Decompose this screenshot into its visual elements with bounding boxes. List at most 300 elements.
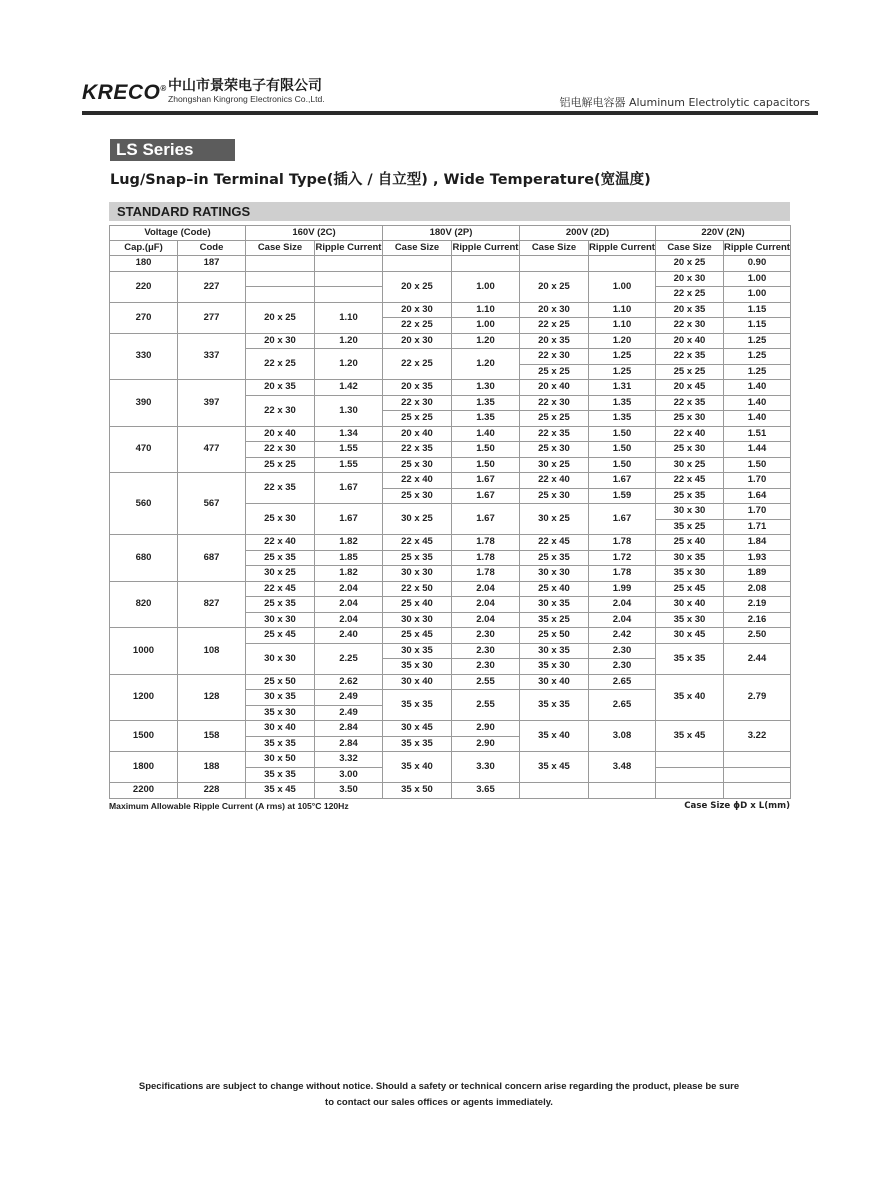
case-size-cell: 22 x 35 (656, 395, 724, 411)
cap-cell: 1800 (110, 752, 178, 783)
case-size-cell (656, 783, 724, 799)
case-size-cell: 30 x 25 (246, 566, 315, 582)
ripple-current-cell: 1.78 (589, 566, 656, 582)
ripple-current-cell: 1.55 (315, 457, 383, 473)
ripple-current-cell: 3.08 (589, 721, 656, 752)
ripple-current-cell: 1.59 (589, 488, 656, 504)
table-row (110, 271, 791, 287)
case-size-cell: 35 x 30 (656, 612, 724, 628)
ripple-current-cell: 1.00 (452, 271, 520, 302)
code-cell: 187 (178, 256, 246, 272)
ripple-header: Ripple Current (724, 241, 791, 256)
ripple-current-cell: 2.30 (589, 659, 656, 675)
case-size-cell: 25 x 50 (520, 628, 589, 644)
ripple-current-cell: 2.50 (724, 628, 791, 644)
case-size-cell (656, 752, 724, 768)
code-cell: 277 (178, 302, 246, 333)
cap-cell: 820 (110, 581, 178, 628)
ripple-current-cell: 1.10 (452, 302, 520, 318)
case-size-cell: 25 x 35 (246, 597, 315, 613)
case-size-cell: 30 x 35 (656, 550, 724, 566)
ripple-current-cell: 3.50 (315, 783, 383, 799)
case-size-cell: 30 x 25 (520, 457, 589, 473)
case-size-cell: 35 x 35 (383, 690, 452, 721)
case-size-cell: 20 x 35 (656, 302, 724, 318)
case-size-cell: 35 x 45 (520, 752, 589, 783)
ripple-current-cell: 3.48 (589, 752, 656, 783)
case-size-cell: 22 x 25 (656, 287, 724, 303)
case-size-cell: 22 x 40 (246, 535, 315, 551)
case-size-cell: 35 x 30 (383, 659, 452, 675)
case-size-cell: 35 x 35 (520, 690, 589, 721)
ripple-current-cell: 1.20 (452, 349, 520, 380)
code-cell: 188 (178, 752, 246, 783)
table-row (110, 721, 791, 737)
page-subtitle: Lug/Snap–in Terminal Type(插入 / 自立型) , Wide Temperature(宽温度) (110, 172, 651, 188)
case-size-cell: 25 x 50 (246, 674, 315, 690)
ripple-current-cell: 1.20 (315, 349, 383, 380)
ripple-current-cell: 2.04 (589, 597, 656, 613)
ripple-current-cell: 2.44 (724, 643, 791, 674)
case-size-cell: 25 x 25 (383, 411, 452, 427)
case-size-cell: 25 x 40 (656, 535, 724, 551)
company-name (168, 78, 325, 104)
case-size-cell: 20 x 30 (383, 333, 452, 349)
ripple-current-cell: 2.62 (315, 674, 383, 690)
registered-mark: ® (160, 84, 167, 93)
ratings-table (109, 225, 791, 799)
cap-cell: 270 (110, 302, 178, 333)
ripple-current-cell: 1.15 (724, 302, 791, 318)
code-cell: 567 (178, 473, 246, 535)
case-size-footnote: Case Size ϕD x L(mm) (684, 801, 790, 811)
case-size-cell: 30 x 40 (383, 674, 452, 690)
table-row (110, 256, 791, 272)
case-size-cell: 30 x 45 (656, 628, 724, 644)
ripple-current-cell: 1.34 (315, 426, 383, 442)
case-size-header: Case Size (520, 241, 589, 256)
ripple-current-cell: 0.90 (724, 256, 791, 272)
ripple-current-cell: 1.40 (724, 380, 791, 396)
ripple-current-cell (315, 271, 383, 287)
case-size-cell: 35 x 40 (383, 752, 452, 783)
ripple-current-cell: 1.00 (724, 287, 791, 303)
case-size-cell: 22 x 30 (246, 395, 315, 426)
case-size-cell: 35 x 35 (246, 767, 315, 783)
ripple-current-cell: 2.04 (452, 612, 520, 628)
case-size-cell: 30 x 25 (656, 457, 724, 473)
case-size-cell: 25 x 30 (656, 442, 724, 458)
ripple-current-cell: 1.30 (315, 395, 383, 426)
ripple-current-cell: 2.79 (724, 674, 791, 721)
ripple-current-cell: 2.90 (452, 736, 520, 752)
case-size-cell: 25 x 45 (656, 581, 724, 597)
ripple-current-cell: 1.78 (452, 566, 520, 582)
disclaimer (0, 1079, 878, 1111)
ripple-current-cell: 1.35 (452, 411, 520, 427)
case-size-cell: 25 x 40 (383, 597, 452, 613)
ripple-current-cell: 2.55 (452, 690, 520, 721)
case-size-cell: 35 x 35 (656, 643, 724, 674)
case-size-cell: 22 x 45 (520, 535, 589, 551)
case-size-cell: 25 x 45 (246, 628, 315, 644)
ripple-current-cell: 1.78 (589, 535, 656, 551)
ripple-current-cell: 1.25 (724, 364, 791, 380)
section-title: STANDARD RATINGS (117, 204, 251, 219)
case-size-cell: 35 x 30 (656, 566, 724, 582)
case-size-cell: 25 x 25 (246, 457, 315, 473)
ripple-current-cell: 1.51 (724, 426, 791, 442)
case-size-header: Case Size (246, 241, 315, 256)
ripple-current-cell: 2.65 (589, 690, 656, 721)
ripple-current-cell: 1.67 (452, 473, 520, 489)
case-size-cell: 25 x 25 (520, 364, 589, 380)
cap-cell: 2200 (110, 783, 178, 799)
cap-cell: 1200 (110, 674, 178, 721)
ripple-current-cell: 1.67 (589, 504, 656, 535)
table-row (110, 426, 791, 442)
ripple-current-cell: 3.22 (724, 721, 791, 752)
ripple-current-cell: 2.42 (589, 628, 656, 644)
case-size-cell: 30 x 30 (246, 612, 315, 628)
case-size-cell (246, 271, 315, 287)
ripple-current-cell: 2.30 (452, 628, 520, 644)
ripple-current-cell: 1.85 (315, 550, 383, 566)
case-size-cell: 20 x 40 (656, 333, 724, 349)
case-size-cell: 35 x 35 (246, 736, 315, 752)
ripple-current-cell: 2.30 (589, 643, 656, 659)
case-size-cell: 35 x 40 (520, 721, 589, 752)
ripple-current-cell: 1.40 (724, 411, 791, 427)
case-size-cell: 30 x 30 (383, 612, 452, 628)
case-size-cell: 22 x 40 (656, 426, 724, 442)
ripple-footnote: Maximum Allowable Ripple Current (A rms) at 105°C 120Hz (109, 801, 349, 811)
case-size-cell: 22 x 45 (383, 535, 452, 551)
ripple-current-cell: 1.00 (452, 318, 520, 334)
case-size-cell: 22 x 35 (246, 473, 315, 504)
code-cell: 477 (178, 426, 246, 473)
ripple-header: Ripple Current (315, 241, 383, 256)
case-size-cell: 25 x 35 (520, 550, 589, 566)
case-size-cell: 22 x 45 (246, 581, 315, 597)
case-size-cell: 35 x 40 (656, 674, 724, 721)
ripple-current-cell: 2.16 (724, 612, 791, 628)
case-size-cell: 22 x 35 (383, 442, 452, 458)
disclaimer-line: Specifications are subject to change without notice. Should a safety or technical concern arise regarding the product, please be sure (138, 1081, 740, 1092)
case-size-cell: 20 x 25 (520, 271, 589, 302)
case-size-cell: 35 x 30 (246, 705, 315, 721)
ripple-current-cell: 1.99 (589, 581, 656, 597)
ripple-current-cell: 1.67 (452, 504, 520, 535)
ripple-current-cell: 1.50 (452, 457, 520, 473)
case-size-cell: 30 x 30 (246, 643, 315, 674)
ripple-current-cell: 2.49 (315, 705, 383, 721)
table-row (110, 752, 791, 768)
code-cell: 397 (178, 380, 246, 427)
ripple-current-cell: 2.04 (452, 581, 520, 597)
ripple-current-cell: 2.84 (315, 736, 383, 752)
ripple-current-cell: 1.78 (452, 550, 520, 566)
ripple-current-cell: 3.30 (452, 752, 520, 783)
case-size-cell: 35 x 50 (383, 783, 452, 799)
table-row (110, 535, 791, 551)
ripple-current-cell: 2.90 (452, 721, 520, 737)
ripple-current-cell: 2.04 (315, 612, 383, 628)
case-size-cell: 22 x 35 (520, 426, 589, 442)
code-cell: 158 (178, 721, 246, 752)
case-size-cell: 22 x 25 (383, 349, 452, 380)
case-size-cell (383, 256, 452, 272)
code-header: Code (178, 241, 246, 256)
case-size-cell: 35 x 30 (520, 659, 589, 675)
case-size-cell: 30 x 45 (383, 721, 452, 737)
case-size-cell: 20 x 40 (246, 426, 315, 442)
case-size-cell: 22 x 45 (656, 473, 724, 489)
ripple-current-cell: 1.67 (452, 488, 520, 504)
case-size-cell: 20 x 30 (383, 302, 452, 318)
ripple-current-cell (724, 752, 791, 768)
company-name-cn: 中山市景荣电子有限公司 (168, 78, 322, 94)
case-size-cell: 30 x 25 (383, 504, 452, 535)
case-size-cell: 30 x 35 (520, 597, 589, 613)
cap-cell: 390 (110, 380, 178, 427)
ripple-current-cell: 1.35 (589, 395, 656, 411)
ripple-current-cell: 2.08 (724, 581, 791, 597)
header-divider (82, 111, 818, 115)
case-size-cell: 25 x 30 (383, 488, 452, 504)
ripple-current-cell: 1.44 (724, 442, 791, 458)
case-size-cell: 20 x 45 (656, 380, 724, 396)
cap-cell: 680 (110, 535, 178, 582)
section-title-bar (109, 202, 790, 221)
case-size-cell: 35 x 45 (246, 783, 315, 799)
ripple-current-cell: 1.72 (589, 550, 656, 566)
case-size-cell: 20 x 25 (656, 256, 724, 272)
case-size-cell: 22 x 25 (520, 318, 589, 334)
ripple-current-cell: 1.35 (452, 395, 520, 411)
table-row (110, 302, 791, 318)
ripple-current-cell: 2.04 (452, 597, 520, 613)
ripple-current-cell: 1.40 (724, 395, 791, 411)
case-size-cell: 22 x 30 (246, 442, 315, 458)
ripple-current-cell: 1.70 (724, 473, 791, 489)
case-size-cell: 35 x 45 (656, 721, 724, 752)
code-cell: 337 (178, 333, 246, 380)
ripple-current-cell: 1.78 (452, 535, 520, 551)
ripple-current-cell: 1.55 (315, 442, 383, 458)
ripple-current-cell: 1.31 (589, 380, 656, 396)
ripple-current-cell: 1.82 (315, 566, 383, 582)
ripple-current-cell: 2.04 (315, 581, 383, 597)
ripple-current-cell: 2.04 (589, 612, 656, 628)
cap-cell: 220 (110, 271, 178, 302)
ripple-current-cell: 2.25 (315, 643, 383, 674)
ripple-current-cell: 1.35 (589, 411, 656, 427)
ripple-current-cell: 1.93 (724, 550, 791, 566)
ripple-current-cell: 2.84 (315, 721, 383, 737)
ripple-current-cell: 1.20 (589, 333, 656, 349)
ripple-header: Ripple Current (589, 241, 656, 256)
ripple-current-cell: 1.10 (589, 302, 656, 318)
case-size-cell: 20 x 30 (656, 271, 724, 287)
ripple-current-cell: 3.00 (315, 767, 383, 783)
ripple-current-cell: 1.25 (724, 349, 791, 365)
case-size-header: Case Size (383, 241, 452, 256)
case-size-cell: 30 x 30 (520, 566, 589, 582)
ripple-current-cell: 1.40 (452, 426, 520, 442)
case-size-cell: 20 x 35 (246, 380, 315, 396)
case-size-cell: 22 x 35 (656, 349, 724, 365)
case-size-cell: 22 x 25 (383, 318, 452, 334)
ripple-header: Ripple Current (452, 241, 520, 256)
ripple-current-cell: 1.00 (589, 271, 656, 302)
cap-cell: 560 (110, 473, 178, 535)
voltage-code-header: Voltage (Code) (110, 226, 246, 241)
ripple-current-cell: 1.50 (589, 457, 656, 473)
case-size-cell (656, 767, 724, 783)
case-size-cell: 20 x 30 (246, 333, 315, 349)
ripple-current-cell: 1.50 (452, 442, 520, 458)
ripple-current-cell: 1.67 (589, 473, 656, 489)
ripple-current-cell (724, 767, 791, 783)
ripple-current-cell: 1.71 (724, 519, 791, 535)
case-size-cell: 30 x 40 (520, 674, 589, 690)
case-size-cell: 20 x 40 (520, 380, 589, 396)
case-size-cell: 30 x 35 (520, 643, 589, 659)
case-size-cell: 25 x 45 (383, 628, 452, 644)
ripple-current-cell: 1.25 (589, 364, 656, 380)
case-size-cell: 25 x 30 (520, 442, 589, 458)
logo-text: KRECO (82, 81, 161, 104)
case-size-cell: 25 x 35 (246, 550, 315, 566)
case-size-cell: 30 x 25 (520, 504, 589, 535)
case-size-cell: 35 x 35 (383, 736, 452, 752)
case-size-cell (246, 287, 315, 303)
case-size-cell: 30 x 30 (383, 566, 452, 582)
code-cell: 827 (178, 581, 246, 628)
cap-cell: 180 (110, 256, 178, 272)
ripple-current-cell: 1.25 (589, 349, 656, 365)
company-name-en: Zhongshan Kingrong Electronics Co.,Ltd. (168, 94, 325, 104)
case-size-cell: 35 x 25 (520, 612, 589, 628)
case-size-cell (246, 256, 315, 272)
case-size-cell (520, 783, 589, 799)
case-size-cell: 30 x 40 (246, 721, 315, 737)
case-size-cell: 25 x 25 (520, 411, 589, 427)
ripple-current-cell (589, 256, 656, 272)
ripple-current-cell: 1.64 (724, 488, 791, 504)
table-row (110, 783, 791, 799)
column-header-row (110, 241, 791, 256)
page-header (82, 76, 812, 112)
case-size-cell: 25 x 40 (520, 581, 589, 597)
case-size-cell: 20 x 25 (246, 302, 315, 333)
cap-header: Cap.(μF) (110, 241, 178, 256)
ripple-current-cell: 1.89 (724, 566, 791, 582)
case-size-cell: 20 x 40 (383, 426, 452, 442)
case-size-cell: 30 x 35 (246, 690, 315, 706)
code-cell: 687 (178, 535, 246, 582)
table-row (110, 581, 791, 597)
voltage-header: 180V (2P) (383, 226, 520, 241)
cap-cell: 470 (110, 426, 178, 473)
ripple-current-cell (315, 256, 383, 272)
case-size-cell: 30 x 40 (656, 597, 724, 613)
ripple-current-cell: 2.49 (315, 690, 383, 706)
ripple-current-cell: 1.50 (724, 457, 791, 473)
ripple-current-cell (589, 783, 656, 799)
case-size-cell: 25 x 30 (246, 504, 315, 535)
ripple-current-cell: 3.32 (315, 752, 383, 768)
cap-cell: 330 (110, 333, 178, 380)
ripple-current-cell: 2.65 (589, 674, 656, 690)
ripple-current-cell: 1.30 (452, 380, 520, 396)
case-size-cell: 30 x 35 (383, 643, 452, 659)
ripple-current-cell: 1.67 (315, 504, 383, 535)
ripple-current-cell: 1.10 (315, 302, 383, 333)
voltage-header: 160V (2C) (246, 226, 383, 241)
case-size-cell: 25 x 25 (656, 364, 724, 380)
ripple-current-cell: 2.55 (452, 674, 520, 690)
case-size-cell: 20 x 35 (383, 380, 452, 396)
ripple-current-cell: 1.20 (452, 333, 520, 349)
voltage-header: 220V (2N) (656, 226, 791, 241)
case-size-cell: 22 x 30 (656, 318, 724, 334)
case-size-cell: 22 x 30 (383, 395, 452, 411)
case-size-cell: 25 x 30 (520, 488, 589, 504)
case-size-cell: 20 x 30 (520, 302, 589, 318)
case-size-cell: 22 x 30 (520, 395, 589, 411)
ripple-current-cell: 1.25 (724, 333, 791, 349)
case-size-cell: 35 x 25 (656, 519, 724, 535)
ripple-current-cell: 1.67 (315, 473, 383, 504)
case-size-cell: 20 x 25 (383, 271, 452, 302)
voltage-header-row (110, 226, 791, 241)
code-cell: 128 (178, 674, 246, 721)
product-category: 铝电解电容器 Aluminum Electrolytic capacitors (559, 96, 810, 109)
ripple-current-cell: 1.84 (724, 535, 791, 551)
case-size-cell (520, 256, 589, 272)
cap-cell: 1500 (110, 721, 178, 752)
ripple-current-cell: 2.40 (315, 628, 383, 644)
ripple-current-cell: 1.15 (724, 318, 791, 334)
case-size-cell: 20 x 35 (520, 333, 589, 349)
code-cell: 108 (178, 628, 246, 675)
code-cell: 228 (178, 783, 246, 799)
ripple-current-cell: 1.82 (315, 535, 383, 551)
cap-cell: 1000 (110, 628, 178, 675)
case-size-cell: 30 x 50 (246, 752, 315, 768)
ripple-current-cell: 1.20 (315, 333, 383, 349)
case-size-cell: 22 x 40 (520, 473, 589, 489)
ripple-current-cell (724, 783, 791, 799)
case-size-cell: 25 x 35 (656, 488, 724, 504)
ripple-current-cell: 2.19 (724, 597, 791, 613)
case-size-cell: 22 x 30 (520, 349, 589, 365)
ripple-current-cell: 1.50 (589, 442, 656, 458)
ripple-current-cell: 1.42 (315, 380, 383, 396)
ripple-current-cell: 2.30 (452, 643, 520, 659)
voltage-header: 200V (2D) (520, 226, 656, 241)
case-size-cell: 30 x 30 (656, 504, 724, 520)
disclaimer-line: to contact our sales offices or agents immediately. (325, 1097, 553, 1108)
ripple-current-cell: 1.00 (724, 271, 791, 287)
case-size-cell: 22 x 50 (383, 581, 452, 597)
ripple-current-cell: 3.65 (452, 783, 520, 799)
ripple-current-cell: 2.30 (452, 659, 520, 675)
ripple-current-cell: 1.10 (589, 318, 656, 334)
code-cell: 227 (178, 271, 246, 302)
